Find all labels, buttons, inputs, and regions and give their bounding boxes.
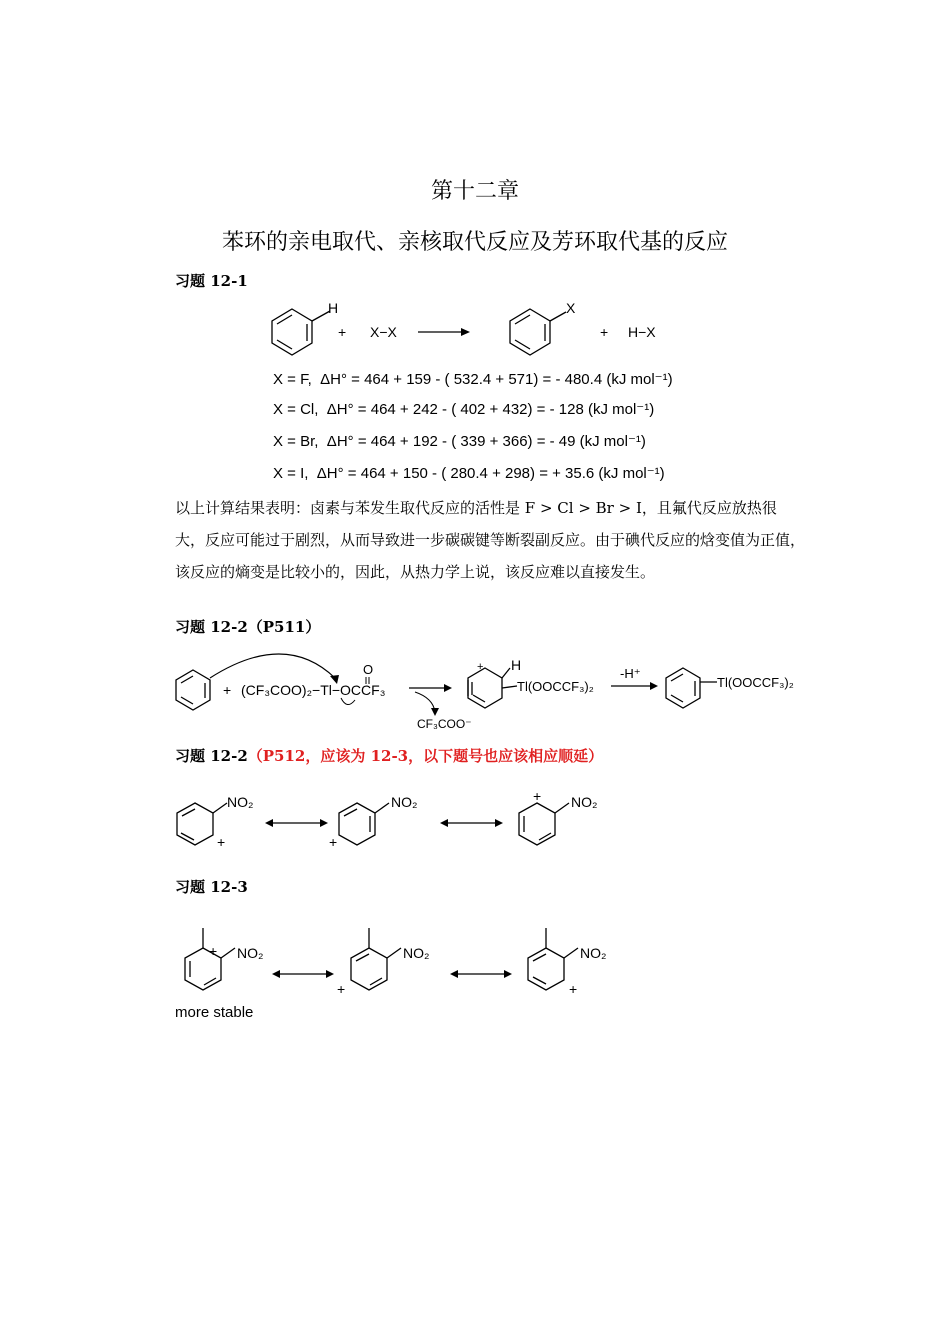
plus-sign: + (338, 324, 347, 340)
benzene-ring-start (176, 670, 210, 710)
nitro-group-2: NO₂ (403, 945, 430, 961)
charge-1: + (217, 834, 226, 850)
carbonyl-oxygen: O (363, 662, 374, 677)
reaction-arrow (418, 328, 470, 336)
resonance-structure-2 (339, 803, 389, 845)
resonance-structure-3 (519, 803, 569, 845)
equation-br: X = Br, ΔH° = 464 + 192 - ( 339 + 366) = - 49 (kJ mol⁻¹) (273, 433, 646, 450)
equation-f: X = F, ΔH° = 464 + 159 - ( 532.4 + 571) = - 480.4 (kJ mol⁻¹) (273, 371, 673, 388)
chapter-title: 第十二章 (430, 179, 519, 204)
charge-3: + (533, 788, 542, 804)
equation-i: X = I, ΔH° = 464 + 150 - ( 280.4 + 298) = + 35.6 (kJ mol⁻¹) (273, 465, 665, 482)
curved-arrow-attack (210, 654, 335, 678)
equation-cl: X = Cl, ΔH° = 464 + 242 - ( 402 + 432) = - 128 (kJ mol⁻¹) (273, 401, 655, 418)
proton-loss: -H⁺ (620, 666, 641, 681)
exercise-12-3-heading: 习题 12-3 (175, 878, 248, 896)
methyl-resonance-2 (351, 928, 401, 990)
methyl-resonance-1 (185, 928, 235, 990)
product-atom-x: X (566, 300, 576, 316)
charge-1: + (209, 943, 218, 959)
product-group: Tl(OOCCF₃)₂ (717, 675, 794, 690)
charge-3: + (569, 981, 578, 997)
sigma-complex-ring (468, 668, 517, 708)
hydrogen-label: H (511, 657, 522, 673)
byproduct-hx: H−X (628, 324, 656, 340)
exercise-12-2b-heading: 习题 12-2（P512，应该为 12-3，以下题号也应该相应顺延） (175, 747, 604, 765)
reaction-arrow-2 (611, 682, 658, 690)
reaction-12-2 (165, 640, 815, 740)
benzene-ring-reactant (272, 309, 330, 355)
exercise-12-2-heading: 习题 12-2（P511） (175, 618, 321, 636)
resonance-structures-12-3 (165, 918, 635, 1003)
resonance-structures-12-2b (165, 785, 635, 860)
nitro-group-1: NO₂ (237, 945, 264, 961)
charge-2: + (329, 834, 338, 850)
plus-sign-2: + (600, 324, 609, 340)
resonance-arrow-2 (440, 819, 503, 827)
intermediate-group: Tl(OOCCF₃)₂ (517, 679, 594, 694)
resonance-arrow-2 (450, 970, 512, 978)
nitro-group-1: NO₂ (227, 794, 254, 810)
reaction-arrow-1 (409, 684, 452, 692)
nitro-group-3: NO₂ (580, 945, 607, 961)
leaving-group: CF₃COO⁻ (417, 717, 472, 731)
charge-2: + (337, 981, 346, 997)
benzene-ring-product (510, 309, 566, 355)
benzene-ring-product (666, 668, 717, 708)
reaction-12-1 (260, 295, 700, 365)
resonance-arrow-1 (272, 970, 334, 978)
resonance-arrow-1 (265, 819, 328, 827)
plus-sign: + (223, 682, 232, 698)
more-stable-label: more stable (175, 1004, 254, 1021)
reagent-halogen: X−X (370, 324, 397, 340)
nitro-group-2: NO₂ (391, 794, 418, 810)
curved-arrow-leaving (341, 698, 355, 705)
analysis-paragraph: 以上计算结果表明：卤素与苯发生取代反应的活性是 F > Cl > Br > I，且氟代反应放热很大，反应可能过于剧烈，从而导致进一步碳碳键等断裂副反应。由于碘代反应的焓变值为正值，该反应的熵变是比较小的，因此，从热力学上说，该反应难以直接发生。 (175, 499, 806, 581)
page-title: 苯环的亲电取代、亲核取代反应及芳环取代基的反应 (221, 230, 728, 255)
thallium-reagent: (CF₃COO)₂−Tl−OCCF₃ (241, 682, 386, 698)
exercise-12-1-heading: 习题 12-1 (175, 272, 248, 290)
nitro-group-3: NO₂ (571, 794, 598, 810)
reactant-atom-h: H (328, 300, 339, 316)
charge-plus: + (477, 661, 484, 673)
